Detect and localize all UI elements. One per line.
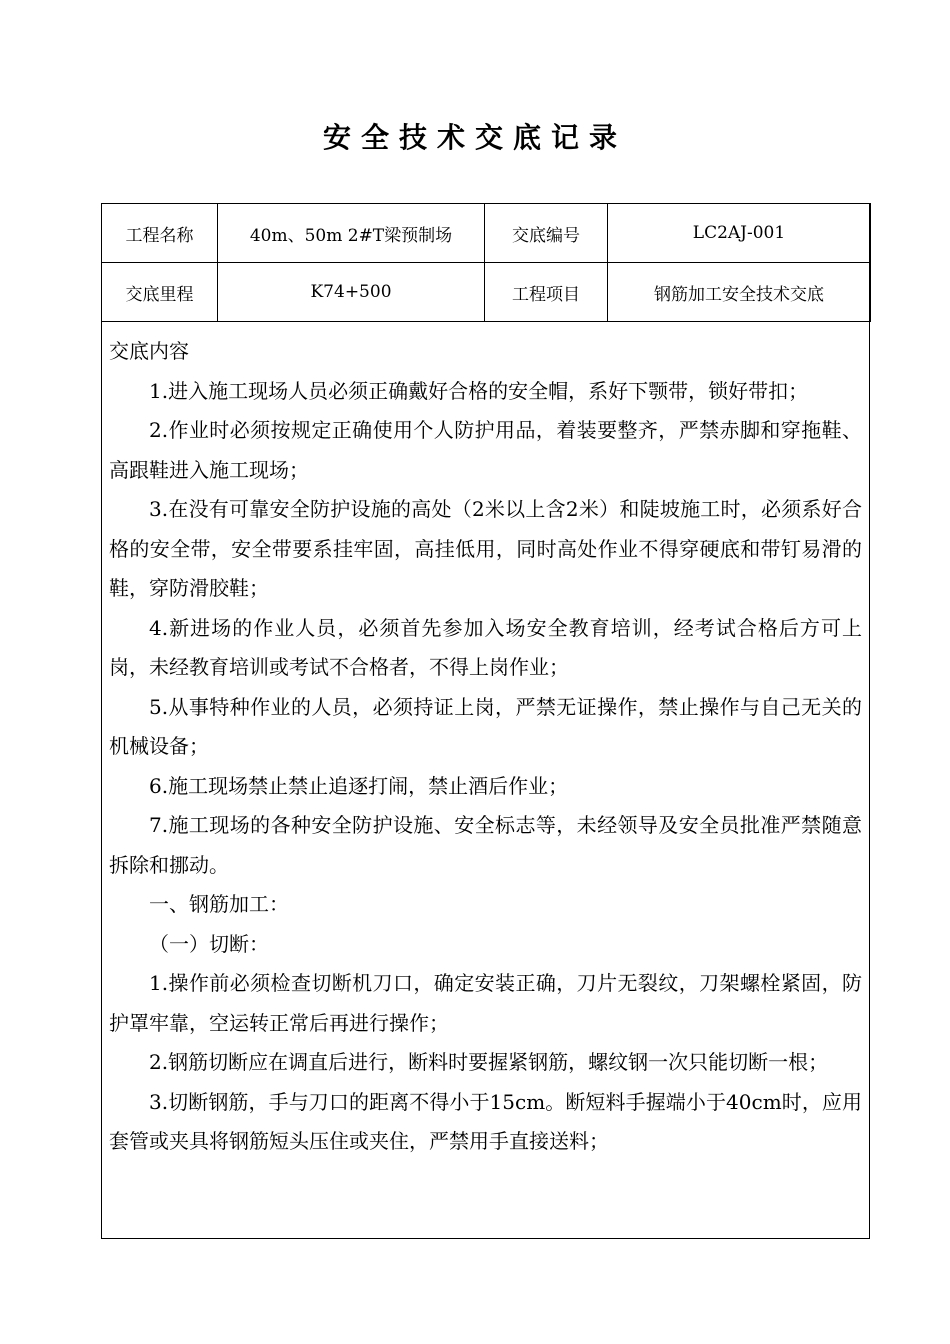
value-disclosure-mileage: K74+500: [218, 263, 485, 322]
content-paragraph: 2.钢筋切断应在调直后进行，断料时要握紧钢筋，螺纹钢一次只能切断一根；: [149, 1050, 829, 1074]
value-project-name: 40m、50m 2#T梁预制场: [218, 204, 485, 263]
content-paragraph: 1.操作前必须检查切断机刀口，确定安装正确，刀片无裂纹，刀架螺栓紧固，防护罩牢靠，空运转正常后再进行操作；: [109, 971, 862, 1035]
document-title: 安全技术交底记录: [322, 121, 627, 154]
subsection-heading: （一）切断：: [149, 931, 269, 956]
header-table: [101, 203, 871, 322]
value-project-item: 钢筋加工安全技术交底: [608, 263, 871, 322]
label-project-name: 工程名称: [102, 204, 218, 263]
section-heading: 一、钢筋加工：: [149, 892, 289, 916]
content-paragraph: 1.进入施工现场人员必须正确戴好合格的安全帽，系好下颚带，锁好带扣；: [149, 378, 809, 403]
content-paragraph: 5.从事特种作业的人员，必须持证上岗，严禁无证操作，禁止操作与自己无关的机械设备；: [109, 694, 862, 758]
content-paragraph: 3.切断钢筋，手与刀口的距离不得小于15cm。断短料手握端小于40cm时，应用套管或夹具将钢筋短头压住或夹住，严禁用手直接送料；: [109, 1089, 862, 1153]
content-paragraph: 2.作业时必须按规定正确使用个人防护用品，着装要整齐，严禁赤脚和穿拖鞋、高跟鞋进入施工现场；: [109, 418, 862, 482]
content-paragraph: 7.施工现场的各种安全防护设施、安全标志等，未经领导及安全员批准严禁随意拆除和挪动。: [109, 813, 862, 877]
disclosure-content: [101, 322, 870, 1162]
table-row: [102, 263, 871, 322]
content-paragraph: 6.施工现场禁止禁止追逐打闹，禁止酒后作业；: [149, 773, 569, 798]
content-paragraph: 4.新进场的作业人员，必须首先参加入场安全教育培训，经考试合格后方可上岗，未经教育培训或考试不合格者，不得上岗作业；: [109, 615, 862, 679]
value-disclosure-number: LC2AJ-001: [608, 204, 871, 263]
content-heading: 交底内容: [109, 339, 189, 363]
table-row: [102, 204, 871, 263]
label-disclosure-number: 交底编号: [485, 204, 608, 263]
label-disclosure-mileage: 交底里程: [102, 263, 218, 322]
label-project-item: 工程项目: [485, 263, 608, 322]
content-paragraph: 3.在没有可靠安全防护设施的高处（2米以上含2米）和陡坡施工时，必须系好合格的安全带，安全带要系挂牢固，高挂低用，同时高处作业不得穿硬底和带钉易滑的鞋，穿防滑胶鞋；: [109, 497, 862, 600]
